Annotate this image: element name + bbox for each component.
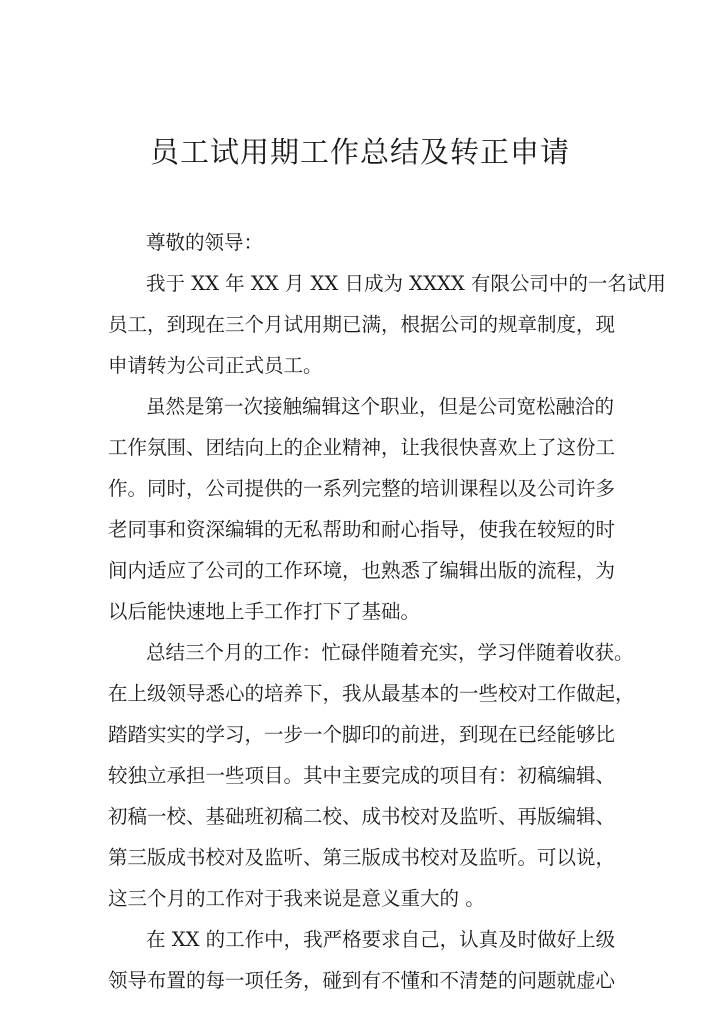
paragraph-1-line-1: 我于 XX 年 XX 月 XX 日成为 XXXX 有限公司中的一名试用 [146,272,666,295]
paragraph-3-line-1: 总结三个月的工作：忙碌伴随着充实，学习伴随着收获。 [146,641,634,664]
paragraph-1-line-2: 员工，到现在三个月试用期已满，根据公司的规章制度，现 [108,313,616,336]
paragraph-2-line-2: 工作氛围、团结向上的企业精神，让我很快喜欢上了这份工 [108,436,616,459]
paragraph-3-line-4: 较独立承担一些项目。其中主要完成的项目有：初稿编辑、 [108,764,616,787]
paragraph-2-line-6: 以后能快速地上手工作打下了基础。 [108,600,421,623]
paragraph-2-line-4: 老同事和资深编辑的无私帮助和耐心指导，使我在较短的时 [108,518,616,541]
document-body [108,222,666,1001]
paragraph-2-line-5: 间内适应了公司的工作环境，也熟悉了编辑出版的流程，为 [108,559,616,582]
greeting-line: 尊敬的领导： [146,231,264,254]
paragraph-3-line-7: 这三个月的工作对于我来说是意义重大的 。 [108,887,485,910]
paragraph-4-line-2: 领导布置的每一项任务，碰到有不懂和不清楚的问题就虚心 [108,969,616,992]
paragraph-1-line-3: 申请转为公司正式员工。 [108,354,323,377]
paragraph-3-line-2: 在上级领导悉心的培养下，我从最基本的一些校对工作做起， [108,682,635,705]
paragraph-2-line-3: 作。同时，公司提供的一系列完整的培训课程以及公司许多 [108,477,616,500]
document-title: 员工试用期工作总结及转正申请 [149,135,570,169]
paragraph-4-line-1: 在 XX 的工作中，我严格要求自己，认真及时做好上级 [146,928,616,951]
paragraph-3-line-3: 踏踏实实的学习，一步一个脚印的前进，到现在已经能够比 [108,723,616,746]
paragraph-2-line-1: 虽然是第一次接触编辑这个职业，但是公司宽松融洽的 [146,395,615,418]
paragraph-3-line-5: 初稿一校、基础班初稿二校、成书校对及监听、再版编辑、 [108,805,616,828]
paragraph-3-line-6: 第三版成书校对及监听、第三版成书校对及监听。可以说， [108,846,616,869]
